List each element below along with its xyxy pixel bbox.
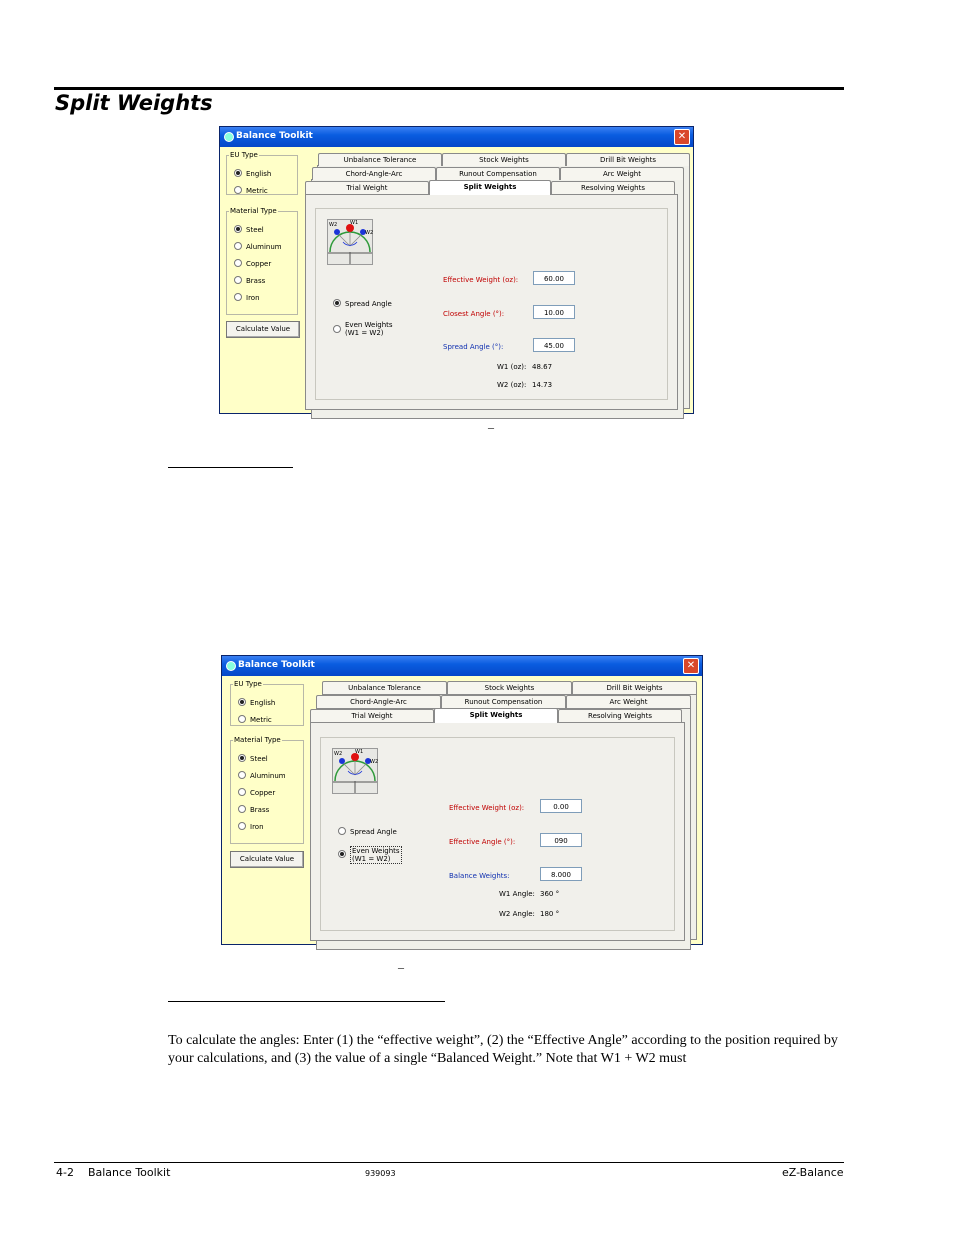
figure-caption-1: – (488, 420, 494, 434)
window-titlebar[interactable] (222, 656, 702, 676)
spread-angle-input[interactable]: 45.00 (533, 338, 575, 352)
radio-english[interactable]: English (238, 698, 275, 707)
body-paragraph: To calculate the angles: Enter (1) the “effective weight”, (2) the “Effective Angle” according to the position required by your calculations, and (3) the value of a single “Balanced Weight.” Note that W1 + W2 must (168, 1033, 838, 1066)
closest-angle-label: Closest Angle (°): (443, 310, 505, 318)
diagram-label-w2-left: W2 (329, 222, 338, 228)
radio-metric[interactable]: Metric (238, 715, 272, 724)
footer-right: eZ-Balance (782, 1166, 844, 1179)
footer-center: 939093 (365, 1169, 396, 1178)
balance-weights-label: Balance Weights: (449, 872, 510, 880)
tab-stock-weights[interactable]: Stock Weights (447, 681, 572, 694)
radio-iron[interactable]: Iron (234, 293, 260, 302)
radio-icon (234, 276, 242, 284)
top-rule (54, 87, 844, 90)
tab-stock-weights[interactable]: Stock Weights (442, 153, 566, 166)
tab-resolving-weights[interactable]: Resolving Weights (558, 709, 682, 722)
section-heading: Split Weights (55, 91, 213, 115)
spread-angle-label: Spread Angle (°): (443, 343, 504, 351)
tab-runout-compensation[interactable]: Runout Compensation (436, 167, 560, 180)
radio-iron[interactable]: Iron (238, 822, 264, 831)
closest-angle-input[interactable]: 10.00 (533, 305, 575, 319)
tab-split-weights[interactable]: Split Weights (429, 180, 551, 195)
calculate-value-button[interactable]: Calculate Value (230, 851, 304, 868)
w1-angle-label: W1 Angle: (499, 890, 535, 898)
radio-selected-icon (234, 169, 242, 177)
material-type-legend: Material Type (234, 736, 281, 744)
radio-brass[interactable]: Brass (238, 805, 269, 814)
radio-selected-icon (338, 850, 346, 858)
radio-brass[interactable]: Brass (234, 276, 265, 285)
radio-selected-icon (234, 225, 242, 233)
diagram-label-w2-left: W2 (334, 751, 343, 757)
radio-english[interactable]: English (234, 169, 271, 178)
window-client (220, 147, 693, 413)
tab-unbalance-tolerance[interactable]: Unbalance Tolerance (322, 681, 447, 694)
window-client (222, 676, 702, 944)
diagram-label-w2-right: W2 (370, 759, 379, 765)
radio-spread-angle[interactable]: Spread Angle (333, 299, 392, 308)
w1-result-value: 48.67 (532, 363, 553, 371)
radio-even-weights[interactable]: Even Weights (W1 = W2) (338, 846, 402, 864)
effective-angle-input[interactable]: 090 (540, 833, 582, 847)
subheading-underline-2 (168, 1001, 445, 1002)
radio-metric[interactable]: Metric (234, 186, 268, 195)
w1-result-label: W1 (oz): (497, 363, 527, 371)
radio-icon (238, 822, 246, 830)
tab-resolving-weights[interactable]: Resolving Weights (551, 181, 675, 194)
radio-selected-icon (238, 698, 246, 706)
footer-left: 4-2 Balance Toolkit (56, 1166, 171, 1179)
footer-rule (54, 1162, 844, 1163)
tab-trial-weight[interactable]: Trial Weight (310, 709, 434, 722)
radio-icon (234, 242, 242, 250)
tab-chord-angle-arc[interactable]: Chord-Angle-Arc (316, 695, 441, 708)
radio-icon (234, 293, 242, 301)
radio-copper[interactable]: Copper (238, 788, 275, 797)
radio-icon (333, 325, 341, 333)
close-button[interactable]: ✕ (674, 129, 690, 145)
radio-copper[interactable]: Copper (234, 259, 271, 268)
tab-drill-bit-weights[interactable]: Drill Bit Weights (572, 681, 697, 694)
radio-icon (238, 788, 246, 796)
diagram-label-w1: W1 (350, 220, 359, 226)
radio-icon (338, 827, 346, 835)
balance-toolkit-window-1 (219, 126, 694, 414)
effective-weight-input[interactable]: 0.00 (540, 799, 582, 813)
calculate-value-button[interactable]: Calculate Value (226, 321, 300, 338)
tab-chord-angle-arc[interactable]: Chord-Angle-Arc (312, 167, 436, 180)
radio-steel[interactable]: Steel (238, 754, 268, 763)
radio-icon (238, 805, 246, 813)
balance-weights-input[interactable]: 8.000 (540, 867, 582, 881)
radio-aluminum[interactable]: Aluminum (234, 242, 282, 251)
window-title: Balance Toolkit (236, 131, 313, 141)
effective-weight-label: Effective Weight (oz): (449, 804, 525, 812)
radio-icon (234, 259, 242, 267)
tab-arc-weight[interactable]: Arc Weight (560, 167, 684, 180)
radio-steel[interactable]: Steel (234, 225, 264, 234)
w1-angle-value: 360 ° (540, 890, 560, 898)
effective-weight-label: Effective Weight (oz): (443, 276, 519, 284)
close-button[interactable]: ✕ (683, 658, 699, 674)
material-type-legend: Material Type (230, 207, 277, 215)
tab-unbalance-tolerance[interactable]: Unbalance Tolerance (318, 153, 442, 166)
w2-angle-label: W2 Angle: (499, 910, 535, 918)
radio-icon (238, 771, 246, 779)
tab-arc-weight[interactable]: Arc Weight (566, 695, 691, 708)
app-icon (224, 132, 234, 142)
w2-result-value: 14.73 (532, 381, 553, 389)
tab-runout-compensation[interactable]: Runout Compensation (441, 695, 566, 708)
balance-toolkit-window-2 (221, 655, 703, 945)
radio-spread-angle[interactable]: Spread Angle (338, 827, 397, 836)
eu-type-legend: EU Type (234, 680, 262, 688)
tab-split-weights[interactable]: Split Weights (434, 708, 558, 723)
radio-selected-icon (238, 754, 246, 762)
subheading-underline-1 (168, 467, 293, 468)
effective-angle-label: Effective Angle (°): (449, 838, 516, 846)
radio-icon (238, 715, 246, 723)
tab-trial-weight[interactable]: Trial Weight (305, 181, 429, 194)
app-icon (226, 661, 236, 671)
w2-result-label: W2 (oz): (497, 381, 527, 389)
radio-icon (234, 186, 242, 194)
radio-aluminum[interactable]: Aluminum (238, 771, 286, 780)
diagram-label-w2-right: W2 (365, 230, 374, 236)
radio-selected-icon (333, 299, 341, 307)
figure-caption-2: – (398, 960, 404, 974)
window-titlebar[interactable] (220, 127, 693, 147)
eu-type-legend: EU Type (230, 151, 258, 159)
w2-angle-value: 180 ° (540, 910, 560, 918)
effective-weight-input[interactable]: 60.00 (533, 271, 575, 285)
tab-drill-bit-weights[interactable]: Drill Bit Weights (566, 153, 690, 166)
window-title: Balance Toolkit (238, 660, 315, 670)
radio-even-weights[interactable]: Even Weights (W1 = W2) (333, 321, 393, 337)
diagram-label-w1: W1 (355, 749, 364, 755)
